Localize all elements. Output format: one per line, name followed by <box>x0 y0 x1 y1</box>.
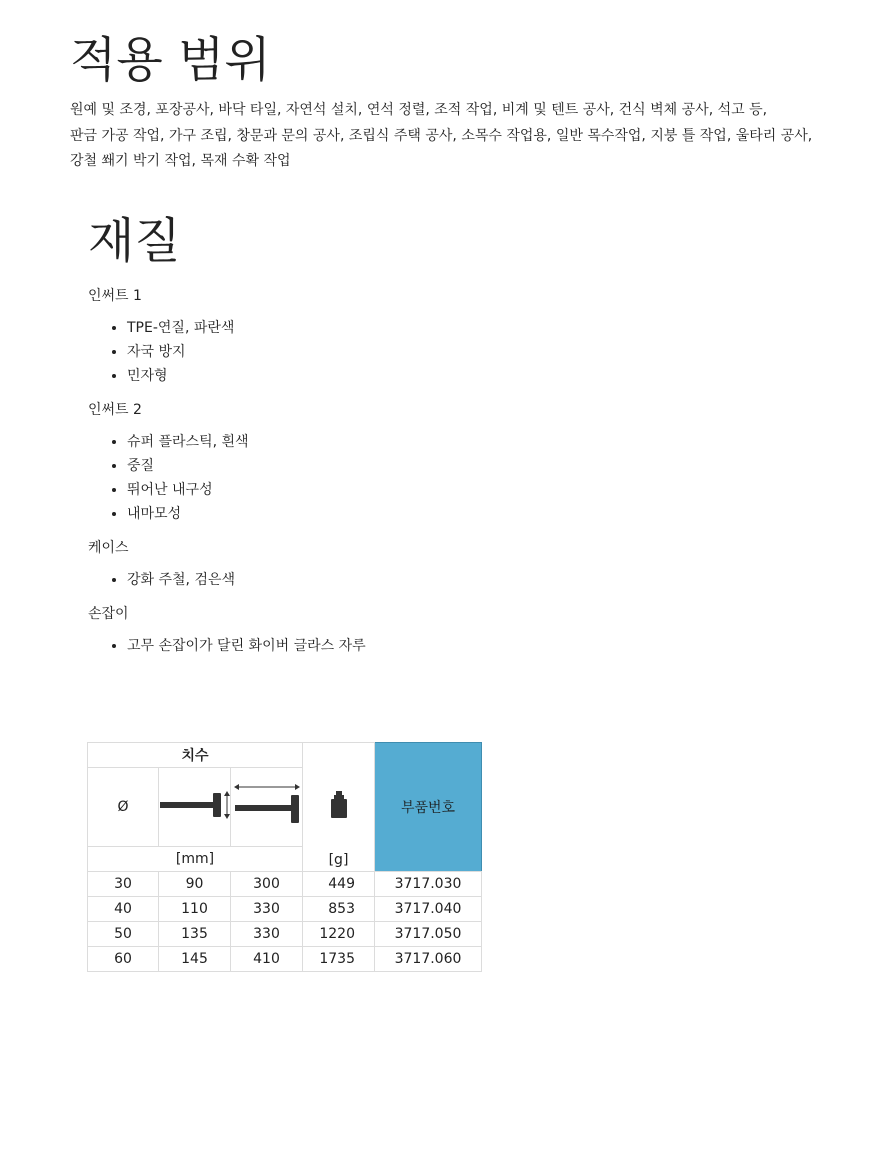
table-cell: 30 <box>88 872 159 897</box>
head-length-icon-cell <box>159 768 231 847</box>
unit-g-label: [g] <box>328 852 349 868</box>
scope-line: 원예 및 조경, 포장공사, 바닥 타일, 자연석 설치, 연석 정렬, 조적 작업, 비계 및 텐트 공사, 건식 벽체 공사, 석고 등, <box>70 102 768 118</box>
material-list <box>88 568 588 592</box>
list-item: • TPE-연질, 파란색 <box>127 316 588 340</box>
list-item: • 강화 주철, 검은색 <box>127 568 588 592</box>
material-section <box>88 208 588 668</box>
material-group-label: 손잡이 <box>88 606 129 622</box>
table-cell: 853 <box>303 897 375 922</box>
table-cell: 110 <box>159 897 231 922</box>
table-cell: 135 <box>159 922 231 947</box>
table-cell: 3717.030 <box>375 872 482 897</box>
overall-length-icon-cell <box>231 768 303 847</box>
unit-mm-label: [mm] <box>88 847 303 872</box>
table-cell: 1220 <box>303 922 375 947</box>
scope-line: 판금 가공 작업, 가구 조립, 창문과 문의 공사, 조립식 주택 공사, 소목수 작업용, 일반 목수작업, 지붕 틀 작업, 울타리 공사, <box>70 127 813 144</box>
table-cell: 410 <box>231 947 303 972</box>
table-cell: 3717.040 <box>375 897 482 922</box>
material-list <box>88 634 588 658</box>
table-cell: 60 <box>88 947 159 972</box>
diameter-header: Ø <box>88 768 159 847</box>
scope-title: 적용 범위 <box>70 32 271 88</box>
table-cell: 1735 <box>303 947 375 972</box>
material-list <box>88 430 588 526</box>
table-cell: 449 <box>303 872 375 897</box>
list-item: • 뛰어난 내구성 <box>127 478 588 502</box>
table-cell: 330 <box>231 922 303 947</box>
list-item: • 내마모성 <box>127 502 588 526</box>
hammer-head-length-icon <box>159 785 230 825</box>
part-number-header: 부품번호 <box>375 743 482 872</box>
material-group-label: 인써트 1 <box>88 288 142 304</box>
list-item: • 고무 손잡이가 달린 화이버 글라스 자루 <box>127 634 588 658</box>
weight-header-content <box>303 743 374 872</box>
table-cell: 50 <box>88 922 159 947</box>
hammer-overall-length-icon <box>231 783 302 827</box>
table-cell: 3717.050 <box>375 922 482 947</box>
list-item: • 슈퍼 플라스틱, 흰색 <box>127 430 588 454</box>
table-cell: 300 <box>231 872 303 897</box>
list-item: • 중질 <box>127 454 588 478</box>
table-cell: 90 <box>159 872 231 897</box>
table-cell: 330 <box>231 897 303 922</box>
material-group-label: 케이스 <box>88 540 129 556</box>
spec-table <box>87 742 482 972</box>
table-cell: 3717.060 <box>375 947 482 972</box>
list-item: • 자국 방지 <box>127 340 588 364</box>
material-list <box>88 316 588 388</box>
table-cell: 40 <box>88 897 159 922</box>
table-cell: 145 <box>159 947 231 972</box>
scope-line: 강철 쐐기 박기 작업, 목재 수확 작업 <box>70 153 291 169</box>
material-group-label: 인써트 2 <box>88 402 142 418</box>
list-item: • 민자형 <box>127 364 588 388</box>
material-title: 재질 <box>88 213 181 269</box>
dimensions-header: 치수 <box>88 743 303 768</box>
scope-description <box>70 98 860 175</box>
weight-icon <box>330 791 348 819</box>
